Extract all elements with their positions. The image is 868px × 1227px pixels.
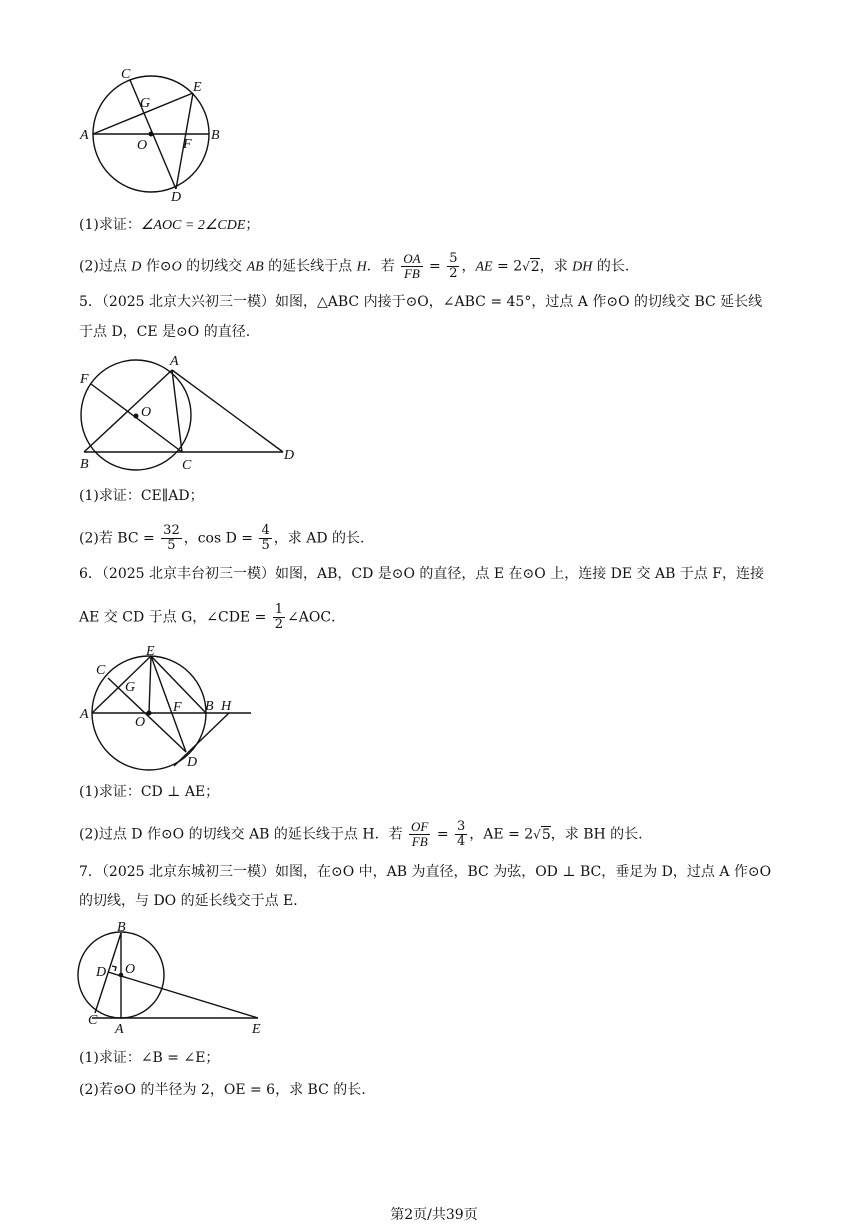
q6-text: ，求 BH 的长. [550,826,643,843]
q6-fraction-denominator: 2 [274,617,284,632]
q6-fraction-numerator: 3 [457,819,466,834]
fig2-label-b: B [80,457,89,472]
q5-fraction-numerator: 4 [261,523,270,538]
q4-text: ， [461,258,476,275]
fig3-label-h: H [221,699,232,714]
fig2-label-a: A [170,354,179,369]
q4-sqrt-value: 2 [530,258,540,275]
fig4-label-a: A [115,1022,124,1037]
q4-text: ．若 [366,258,400,275]
page-footer: 第2页/共39页 [390,1207,478,1223]
q5-text: (2)若 BC = [79,530,160,547]
q4-ratio-fraction [401,252,422,281]
fig1-label-g: G [140,96,151,111]
fig3-label-f: F [173,700,182,715]
fig3-label-g: G [125,680,136,695]
figure-q5 [76,350,306,475]
fig4-label-c: C [88,1013,98,1028]
q4-part1-end: ； [245,217,260,233]
fig2-label-c: C [182,458,192,473]
q4-text: 作⊙ [141,258,172,275]
fig1-label-b: B [211,128,220,143]
q4-fraction-numerator: OA [403,251,421,266]
q5-fraction-denominator: 5 [261,538,270,553]
q4-text: 的切线交 [181,258,247,275]
q6-text: ∠AOC． [287,609,346,626]
q4-text: AE [475,259,493,275]
q6-stem-line2 [79,603,345,632]
q5-fraction-numerator: 32 [163,523,180,538]
fig1-label-e: E [193,80,202,95]
q5-bc-fraction [161,524,182,553]
q7-part1: (1)求证：∠B = ∠E； [79,1050,220,1066]
q5-fraction-denominator: 5 [167,538,176,553]
q4-text: D [131,259,142,275]
q4-text: 的延长线于点 [263,258,357,275]
q6-stem-line1: 6．（2025 北京丰台初三一模）如图，AB，CD 是⊙O 的直径，点 E 在⊙O 上，连接 DE 交 AB 于点 F，连接 [79,566,765,582]
fig2-label-o: O [141,405,152,420]
q4-text: 的长. [592,258,630,275]
figure-q4 [76,62,236,207]
q4-text: ，求 [539,258,573,275]
q6-sqrt-value: 5 [541,826,551,843]
q6-text: ，AE = 2 [469,826,534,843]
q4-part1-prefix: (1)求证： [79,217,141,233]
q4-text: = 2 [492,258,523,275]
fig1-label-o: O [137,138,148,153]
q4-part1 [79,215,259,236]
fig1-label-c: C [121,67,131,82]
q6-fraction-denominator: FB [411,834,428,849]
fig3-label-d: D [187,755,198,770]
q4-text: H [356,259,367,275]
q6-text: AE 交 CD 于点 G，∠CDE = [79,609,271,626]
q6-value-fraction [455,820,467,849]
q5-text: ，求 AD 的长. [273,530,365,547]
fig1-label-f: F [183,137,192,152]
fig4-label-e: E [252,1022,261,1037]
q6-fraction-denominator: 4 [457,834,466,849]
q4-text: DH [572,259,593,275]
fig1-center-dot [149,132,154,137]
q4-text: (2)过点 [79,258,132,275]
q5-part2 [79,524,364,553]
q7-stem-line2: 的切线，与 DO 的延长线交于点 E． [79,893,308,909]
q4-text: AB [246,259,264,275]
q7-stem-line1: 7．（2025 北京东城初三一模）如图，在⊙O 中，AB 为直径，BC 为弦，OD ⊥ BC，垂足为 D，过点 A 作⊙O [79,864,772,880]
q6-text: = [432,826,454,843]
q6-part1: (1)求证：CD ⊥ AE； [79,784,220,800]
fig3-label-e: E [146,644,155,659]
q6-fraction-numerator: OF [411,819,429,834]
q6-fraction-numerator: 1 [274,602,284,617]
q5-cos-fraction [259,524,271,553]
q4-part1-expr: ∠AOC = 2∠CDE [140,218,246,233]
fig3-label-a: A [80,707,89,722]
fig2-label-d: D [284,448,295,463]
fig1-label-a: A [80,128,89,143]
q7-part2: (2)若⊙O 的半径为 2，OE = 6，求 BC 的长. [79,1082,366,1098]
fig3-label-c: C [96,663,106,678]
fig4-label-d: D [96,965,107,980]
q5-stem-line2: 于点 D，CE 是⊙O 的直径. [79,324,251,340]
fig1-label-d: D [171,190,182,205]
q6-text: (2)过点 D 作⊙O 的切线交 AB 的延长线于点 H．若 [79,826,408,843]
fig4-label-b: B [117,920,126,935]
fig3-label-b: B [205,699,214,714]
q6-part2: (2)过点 D 作⊙O 的切线交 AB 的延长线于点 H．若 $\frac{OF}{FB}$ = $\frac{3}{4}$ ，AE = 2√5，求 BH 的长. [79,819,643,849]
figure-q6 [76,640,266,775]
figure-q7 [76,918,266,1038]
q6-half-fraction [273,603,285,632]
fig2-label-f: F [80,372,89,387]
q6-ratio-fraction [409,820,430,849]
q4-part2: (2)过点 D 作⊙O 的切线交 AB 的延长线于点 H．若 $\frac{OA}{FB}$ = $\frac{5}{2}$ ，AE = 2√2，求 DH 的长. [79,251,630,281]
q4-text: O [171,259,182,275]
fig4-label-o: O [125,962,136,977]
q4-fraction-numerator: 5 [449,251,458,266]
q4-text: = [424,258,446,275]
q5-part1: (1)求证：CE∥AD； [79,488,204,504]
q5-text: ，cos D = [183,530,258,547]
q4-fraction-denominator: FB [403,266,420,281]
q4-value-fraction [447,252,459,281]
fig3-label-o: O [135,715,146,730]
q4-fraction-denominator: 2 [449,266,458,281]
q5-stem-line1: 5．（2025 北京大兴初三一模）如图，△ABC 内接于⊙O，∠ABC = 45°，过点 A 作⊙O 的切线交 BC 延长线 [79,294,763,310]
